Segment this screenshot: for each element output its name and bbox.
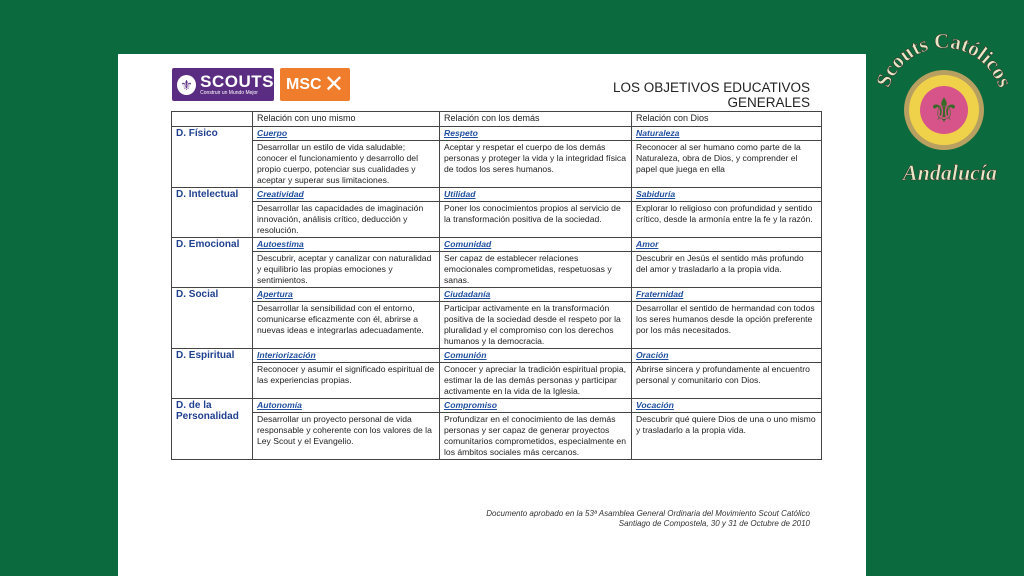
dimension-label: D. de la Personalidad <box>172 399 253 460</box>
table-header-cell <box>172 112 253 127</box>
objective-text: Poner los conocimientos propios al servicio de la transformación positiva de la sociedad. <box>440 202 632 238</box>
footer-line-2: Santiago de Compostela, 30 y 31 de Octubre de 2010 <box>618 519 810 528</box>
objective-text: Explorar lo religioso con profundidad y sentido crítico, desde la armonía entre la fe y la razón. <box>632 202 822 238</box>
objective-text: Participar activamente en la transformación positiva de la sociedad desde el respeto por la pluralidad y el compromiso con los derechos humanos y la democracia. <box>440 302 632 349</box>
objective-keyword: Amor <box>632 238 822 252</box>
objective-text: Ser capaz de establecer relaciones emocionales comprometidas, respetuosas y sanas. <box>440 252 632 288</box>
objective-text: Aceptar y respetar el cuerpo de los demás personas y proteger la vida y la integridad física de todos los seres humanos. <box>440 141 632 188</box>
document-title: LOS OBJETIVOS EDUCATIVOS GENERALES <box>612 80 810 110</box>
badge-bottom-text: Andalucía <box>902 160 998 185</box>
badge-top-text: Scouts Católicos <box>870 28 1018 91</box>
scouts-logo <box>172 68 274 101</box>
footer-line-1: Documento aprobado en la 53ª Asamblea General Ordinaria del Movimiento Scout Católico <box>486 509 810 518</box>
objective-text: Desarrollar la sensibilidad con el entorno, comunicarse eficazmente con él, abrirse a nuevas ideas e integrarlas adecuadamente. <box>253 302 440 349</box>
scouts-logo-tagline: Construir un Mundo Mejor <box>200 89 258 96</box>
table-row <box>172 399 822 413</box>
objective-keyword: Compromiso <box>440 399 632 413</box>
objective-text: Descubrir, aceptar y canalizar con naturalidad y equilibrio las propias emociones y sentimientos. <box>253 252 440 288</box>
table-row <box>172 302 822 349</box>
table-row <box>172 188 822 202</box>
objective-text: Descubrir qué quiere Dios de una o uno mismo y trasladarlo a la propia vida. <box>632 413 822 460</box>
objective-keyword: Comunidad <box>440 238 632 252</box>
dimension-label: D. Espiritual <box>172 349 253 399</box>
table-row <box>172 363 822 399</box>
dimension-label: D. Intelectual <box>172 188 253 238</box>
objective-keyword: Naturaleza <box>632 127 822 141</box>
dimension-label: D. Social <box>172 288 253 349</box>
objective-text: Conocer y apreciar la tradición espiritual propia, estimar la de las demás personas y participar activamente en la vida de la Iglesia. <box>440 363 632 399</box>
objective-keyword: Oración <box>632 349 822 363</box>
objective-text: Desarrollar el sentido de hermandad con todos los seres humanos desde la opción preferente por los más necesitados. <box>632 302 822 349</box>
table-row <box>172 252 822 288</box>
objective-text: Abrirse sincera y profundamente al encuentro personal y comunitario con Dios. <box>632 363 822 399</box>
objective-keyword: Respeto <box>440 127 632 141</box>
scouts-logo-name: SCOUTS <box>200 71 274 91</box>
dimension-label: D. Emocional <box>172 238 253 288</box>
objective-keyword: Autonomía <box>253 399 440 413</box>
objective-text: Reconocer al ser humano como parte de la Naturaleza, obra de Dios, y comprender el papel que juega en ella <box>632 141 822 188</box>
msc-logo <box>280 68 350 101</box>
dimension-label: D. Físico <box>172 127 253 188</box>
badge-fleur-de-lis-icon: ⚜ <box>928 92 960 130</box>
table-row <box>172 202 822 238</box>
document-footer <box>448 509 810 529</box>
objective-keyword: Ciudadanía <box>440 288 632 302</box>
objective-text: Desarrollar un estilo de vida saludable; conocer el funcionamiento y desarrollo del propio cuerpo, potenciar sus cualidades y aceptar y superar sus limitaciones. <box>253 141 440 188</box>
objective-keyword: Vocación <box>632 399 822 413</box>
objective-text: Desarrollar las capacidades de imaginación innovación, análisis crítico, deducción y resolución. <box>253 202 440 238</box>
objective-keyword: Apertura <box>253 288 440 302</box>
objective-text: Descubrir en Jesús el sentido más profundo del amor y trasladarlo a la propia vida. <box>632 252 822 288</box>
objective-keyword: Utilidad <box>440 188 632 202</box>
table-row <box>172 349 822 363</box>
scouts-catolicos-andalucia-badge <box>868 18 1018 193</box>
table-header-row <box>172 112 822 127</box>
table-body <box>172 127 822 460</box>
fleur-de-lis-icon: ⚜ <box>177 75 196 95</box>
table-row <box>172 238 822 252</box>
objective-keyword: Cuerpo <box>253 127 440 141</box>
objective-keyword: Creatividad <box>253 188 440 202</box>
objective-keyword: Sabiduría <box>632 188 822 202</box>
msc-x-icon: ✕ <box>323 71 344 98</box>
table-row <box>172 141 822 188</box>
objective-keyword: Fraternidad <box>632 288 822 302</box>
objective-keyword: Autoestima <box>253 238 440 252</box>
table-header-cell: Relación con uno mismo <box>253 112 440 127</box>
table-row <box>172 288 822 302</box>
table-row <box>172 413 822 460</box>
document-slide <box>118 54 866 576</box>
objective-keyword: Interiorización <box>253 349 440 363</box>
objective-text: Profundizar en el conocimiento de las demás personas y ser capaz de generar proyectos comunitarios comprometidos, especialmente en los ámbitos sociales más cercanos. <box>440 413 632 460</box>
table-header-cell: Relación con los demás <box>440 112 632 127</box>
objectives-table <box>171 111 822 460</box>
table-row <box>172 127 822 141</box>
objective-keyword: Comunión <box>440 349 632 363</box>
table-header-cell: Relación con Dios <box>632 112 822 127</box>
objective-text: Reconocer y asumir el significado espiritual de las experiencias propias. <box>253 363 440 399</box>
msc-logo-text: MSC <box>286 76 322 93</box>
objective-text: Desarrollar un proyecto personal de vida responsable y coherente con los valores de la Ley Scout y el Evangelio. <box>253 413 440 460</box>
